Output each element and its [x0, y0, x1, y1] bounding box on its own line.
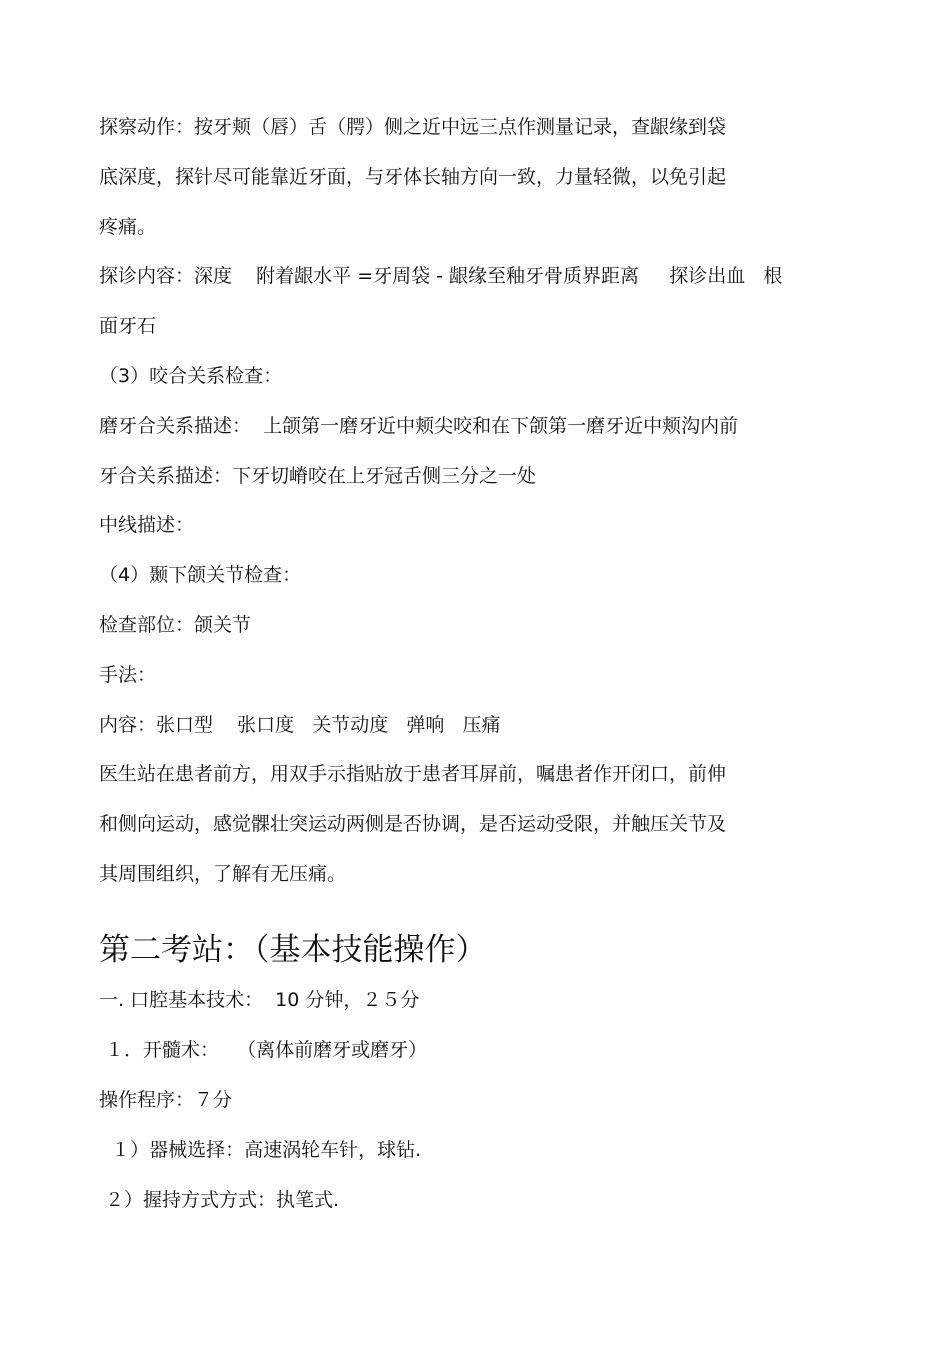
- text-line-tmj-title: （4）颞下颌关节检查：: [99, 564, 302, 586]
- text-line-molar-occlusion: 磨牙合关系描述： 上颌第一磨牙近中颊尖咬和在下颌第一磨牙近中颊沟内前: [99, 415, 739, 437]
- text-line-pulp-opening: １．开髓术： （离体前磨牙或磨牙）: [99, 1039, 428, 1061]
- text-line-grip: ２）握持方式方式：执笔式.: [99, 1189, 340, 1211]
- text-line-probing-content-2: 面牙石: [99, 315, 157, 337]
- text-line-doctor-position-2: 和侧向运动，感觉髁壮突运动两侧是否协调，是否运动受限，并触压关节及: [99, 813, 727, 835]
- text-line-occlusion-title: （3）咬合关系检查：: [99, 365, 283, 387]
- text-line-midline: 中线描述：: [99, 514, 195, 536]
- text-line-instrument: １）器械选择：高速涡轮车针，球钻.: [99, 1139, 422, 1161]
- text-line-probing-content-1: 探诊内容：深度 附着龈水平 =牙周袋 - 龈缘至釉牙骨质界距离 探诊出血 根: [99, 265, 783, 287]
- text-line-probing-action-3: 疼痛。: [99, 216, 157, 238]
- text-line-doctor-position-1: 医生站在患者前方，用双手示指贴放于患者耳屏前，嘱患者作开闭口，前伸: [99, 763, 727, 785]
- section-heading: 第二考站：（基本技能操作）: [99, 932, 487, 968]
- text-line-technique: 手法：: [99, 664, 157, 686]
- text-line-basic-tech: 一. 口腔基本技术： 10 分钟，２５分: [99, 989, 420, 1011]
- text-line-doctor-position-3: 其周围组织，了解有无压痛。: [99, 863, 347, 885]
- text-line-exam-content: 内容：张口型 张口度 关节动度 弹响 压痛: [99, 714, 501, 736]
- text-line-exam-site: 检查部位：颌关节: [99, 614, 252, 636]
- text-line-probing-action-1: 探察动作：按牙颊（唇）舌（腭）侧之近中远三点作测量记录，查龈缘到袋: [99, 116, 727, 138]
- text-line-procedure: 操作程序：７分: [99, 1089, 233, 1111]
- text-line-anterior-occlusion: 牙合关系描述：下牙切嵴咬在上牙冠舌侧三分之一处: [99, 465, 537, 487]
- text-line-probing-action-2: 底深度，探针尽可能靠近牙面，与牙体长轴方向一致，力量轻微，以免引起: [99, 166, 727, 188]
